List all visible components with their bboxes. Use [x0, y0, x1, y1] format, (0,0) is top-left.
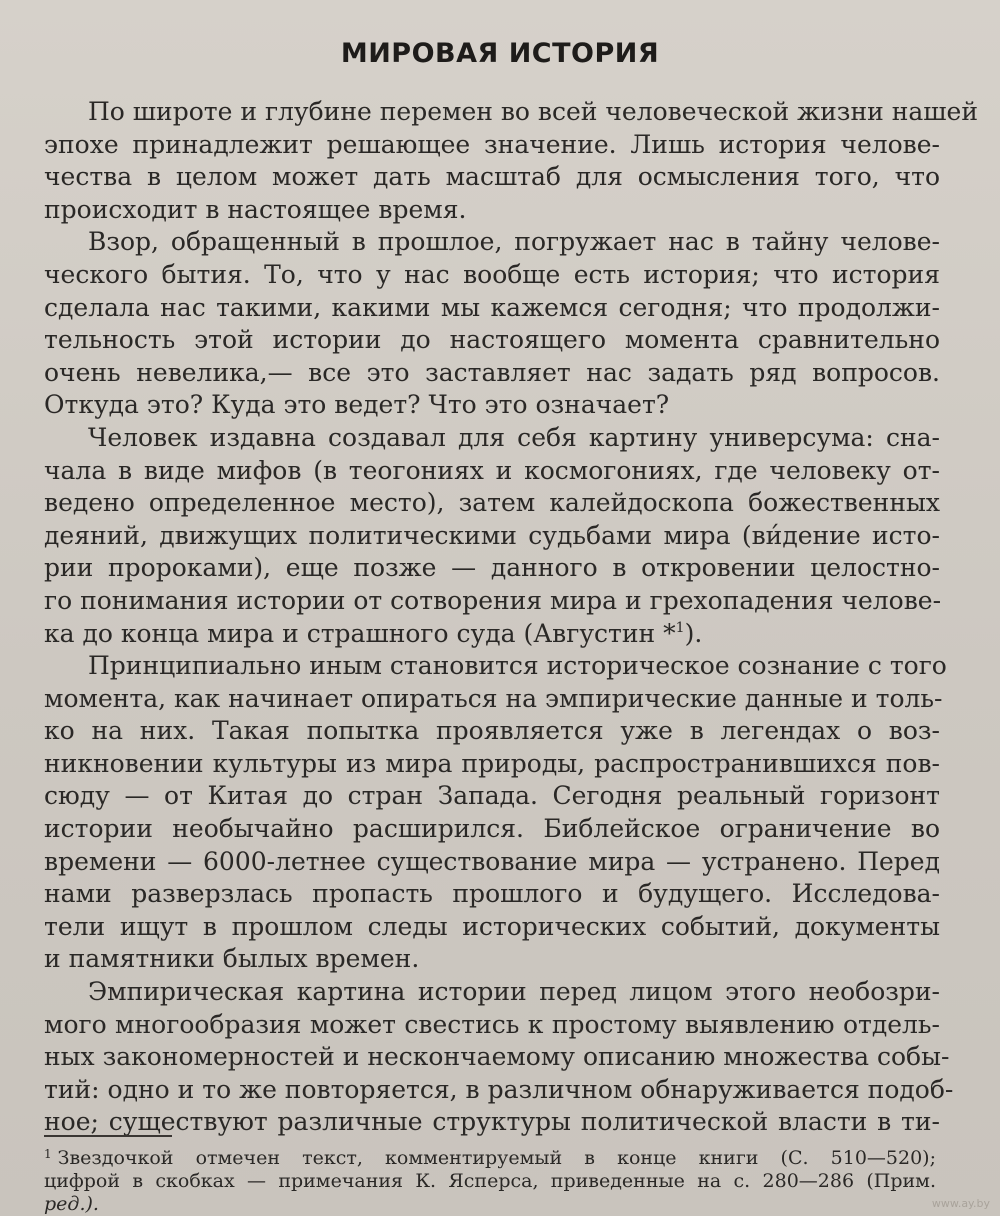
- text-line: никновении культуры из мира природы, распространившихся пов-: [44, 748, 940, 778]
- text-line: ко на них. Такая попытка проявляется уже в легендах о воз-: [44, 716, 940, 746]
- paragraph-4: [44, 650, 947, 976]
- watermark: www.ay.by: [931, 1197, 990, 1210]
- text-line: тельность этой истории до настоящего момента сравнительно: [44, 325, 940, 355]
- text-line-part: ка до конца мира и страшного суда (Августин *: [44, 618, 676, 648]
- body-text: [44, 96, 978, 1139]
- text-line: чала в виде мифов (в теогониях и космогониях, где человеку от-: [44, 455, 940, 485]
- text-line: ное; существуют различные структуры политической власти в ти-: [44, 1107, 940, 1137]
- text-line: времени — 6000-летнее существование мира — устранено. Перед: [44, 846, 940, 876]
- footnote-separator: [44, 1135, 172, 1137]
- text-line: рии пророками), еще позже — данного в откровении целостно-: [44, 553, 940, 583]
- footnote-mark: 1: [44, 1147, 52, 1161]
- chapter-title: МИРОВАЯ ИСТОРИЯ: [340, 38, 660, 69]
- text-line: и памятники былых времен.: [44, 944, 420, 974]
- text-line: Откуда это? Куда это ведет? Что это означает?: [44, 390, 670, 420]
- text-line: момента, как начинает опираться на эмпирические данные и толь-: [44, 683, 943, 713]
- text-line: сюду — от Китая до стран Запада. Сегодня реальный горизонт: [44, 781, 940, 811]
- text-line: ведено определенное место), затем калейдоскопа божественных: [44, 488, 940, 518]
- text-line: чества в целом может дать масштаб для осмысления того, что: [44, 162, 940, 192]
- text-line: го понимания истории от сотворения мира и грехопадения челове-: [44, 585, 942, 615]
- text-line: Взор, обращенный в прошлое, погружает нас в тайну челове-: [88, 227, 940, 257]
- footnote: [44, 1147, 936, 1216]
- paragraph-1: [44, 96, 978, 226]
- text-line: мого многообразия может свестись к простому выявлению отдель-: [44, 1009, 940, 1039]
- text-line: По широте и глубине перемен во всей человеческой жизни нашей: [88, 97, 978, 126]
- text-line: истории необычайно расширился. Библейское ограничение во: [44, 814, 940, 844]
- text-line: очень невелика,— все это заставляет нас задать ряд вопросов.: [44, 357, 940, 387]
- text-line: ных закономерностей и нескончаемому описанию множества собы-: [44, 1042, 950, 1072]
- footnote-ref: 1: [675, 619, 685, 636]
- text-line: деяний, движущих политическими судьбами мира (ви́дение исто-: [44, 520, 940, 550]
- text-line: происходит в настоящее время.: [44, 194, 467, 224]
- text-line: [44, 618, 940, 651]
- text-line: ческого бытия. То, что у нас вообще есть история; что история: [44, 259, 940, 289]
- footnote-line: ред.).: [44, 1193, 99, 1215]
- paragraph-2: [44, 226, 940, 422]
- footnote-line: [44, 1147, 936, 1170]
- text-line-tail: ).: [684, 618, 703, 648]
- footnote-line: цифрой в скобках — примечания К. Ясперса, приведенные на с. 280—286 (Прим.: [44, 1170, 936, 1192]
- text-line: эпохе принадлежит решающее значение. Лишь история челове-: [44, 129, 940, 159]
- footnote-text: Звездочкой отмечен текст, комментируемый в конце книги (С. 510—520);: [57, 1147, 936, 1169]
- text-line: Эмпирическая картина истории перед лицом этого необозри-: [88, 977, 940, 1007]
- paragraph-5: [44, 976, 954, 1139]
- text-line: тели ищут в прошлом следы исторических событий, документы: [44, 911, 940, 941]
- text-line: сделала нас такими, какими мы кажемся сегодня; что продолжи-: [44, 292, 940, 322]
- text-line: Человек издавна создавал для себя картину универсума: сна-: [88, 422, 940, 452]
- text-line: нами разверзлась пропасть прошлого и будущего. Исследова-: [44, 879, 940, 909]
- text-line: тий: одно и то же повторяется, в различном обнаруживается подоб-: [44, 1074, 954, 1104]
- text-line: Принципиально иным становится историческое сознание с того: [88, 651, 947, 681]
- paragraph-3: [44, 422, 940, 650]
